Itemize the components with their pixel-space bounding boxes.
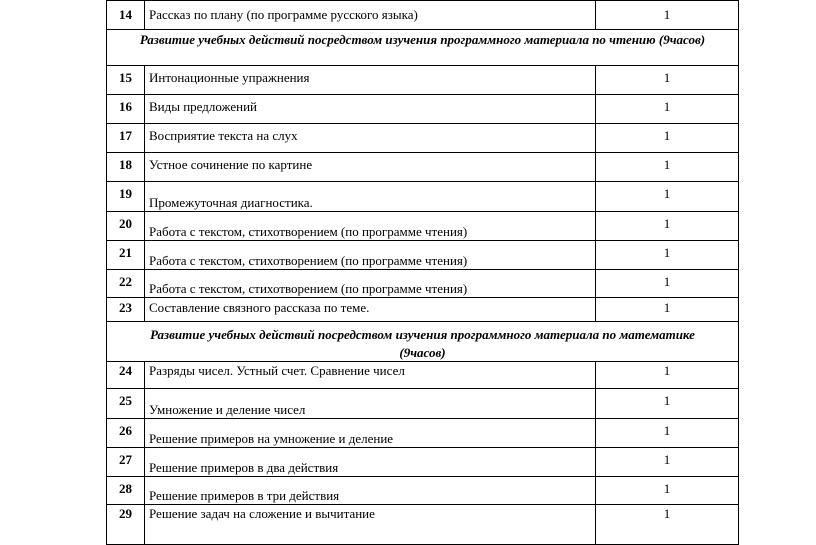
lesson-hours: 1 [595, 95, 739, 124]
section-header-math [106, 322, 739, 362]
lesson-title: Виды предложений [144, 95, 595, 124]
row-number: 24 [106, 362, 144, 389]
lesson-hours: 1 [595, 270, 739, 298]
table-row [106, 389, 671, 419]
lesson-title: Разряды чисел. Устный счет. Сравнение чисел [144, 362, 595, 389]
lesson-hours: 1 [595, 182, 739, 212]
lesson-hours: 1 [595, 389, 739, 419]
row-number: 18 [106, 153, 144, 182]
row-number: 16 [106, 95, 144, 124]
row-number: 26 [106, 419, 144, 448]
row-number: 14 [106, 0, 144, 30]
lesson-title-cell [144, 448, 595, 477]
table-row [106, 477, 671, 505]
lesson-title: Рассказ по плану (по программе русского языка) [144, 0, 595, 30]
row-number: 29 [106, 505, 144, 545]
row-number: 27 [106, 448, 144, 477]
lesson-title: Составление связного рассказа по теме. [144, 298, 595, 322]
lesson-title-cell [144, 419, 595, 448]
lesson-hours: 1 [595, 241, 739, 270]
row-number: 22 [106, 270, 144, 298]
lesson-title-cell [144, 270, 595, 298]
lesson-hours: 1 [595, 505, 739, 545]
row-number: 23 [106, 298, 144, 322]
lesson-hours: 1 [595, 124, 739, 153]
table-row [106, 95, 671, 124]
lesson-hours: 1 [595, 212, 739, 241]
lesson-hours: 1 [595, 153, 739, 182]
row-number: 17 [106, 124, 144, 153]
row-number: 21 [106, 241, 144, 270]
row-number: 19 [106, 182, 144, 212]
table-row [106, 362, 671, 389]
table-row [106, 241, 671, 270]
lesson-hours: 1 [595, 0, 739, 30]
lesson-title: Решение примеров в два действия [149, 460, 339, 475]
lesson-title: Промежуточная диагностика. [149, 195, 313, 210]
table-row [106, 212, 671, 241]
table-row [106, 66, 671, 95]
lesson-hours: 1 [595, 66, 739, 95]
section-header-reading [106, 30, 739, 66]
lesson-hours: 1 [595, 448, 739, 477]
lesson-title: Интонационные упражнения [144, 66, 595, 95]
table-row [106, 419, 671, 448]
lesson-title-cell [144, 477, 595, 505]
lesson-title: Восприятие текста на слух [144, 124, 595, 153]
table-row [106, 153, 671, 182]
lesson-hours: 1 [595, 362, 739, 389]
lesson-title: Устное сочинение по картине [144, 153, 595, 182]
lesson-title: Работа с текстом, стихотворением (по программе чтения) [149, 281, 468, 296]
lesson-title: Работа с текстом, стихотворением (по программе чтения) [149, 224, 468, 239]
lesson-title-cell [144, 241, 595, 270]
lesson-title: Работа с текстом, стихотворением (по программе чтения) [149, 253, 468, 268]
lesson-hours: 1 [595, 477, 739, 505]
lesson-hours: 1 [595, 298, 739, 322]
lesson-title: Умножение и деление чисел [149, 402, 306, 417]
lesson-hours: 1 [595, 419, 739, 448]
row-number: 28 [106, 477, 144, 505]
table-row [106, 448, 671, 477]
lesson-title: Решение задач на сложение и вычитание [144, 505, 595, 545]
row-number: 25 [106, 389, 144, 419]
section-title: Развитие учебных действий посредством изучения программного материала по математике (9часов) [150, 327, 695, 360]
lesson-title-cell [144, 389, 595, 419]
table-row [106, 0, 671, 30]
table-row [106, 182, 671, 212]
table-row [106, 298, 671, 322]
table-row [106, 505, 671, 545]
lesson-title-cell [144, 212, 595, 241]
table-row [106, 270, 671, 298]
row-number: 15 [106, 66, 144, 95]
row-number: 20 [106, 212, 144, 241]
lesson-title: Решение примеров в три действия [149, 488, 340, 503]
lesson-title: Решение примеров на умножение и деление [149, 431, 394, 446]
lesson-title-cell [144, 182, 595, 212]
table-row [106, 124, 671, 153]
section-title: Развитие учебных действий посредством изучения программного материала по чтению (9часов) [139, 32, 706, 47]
